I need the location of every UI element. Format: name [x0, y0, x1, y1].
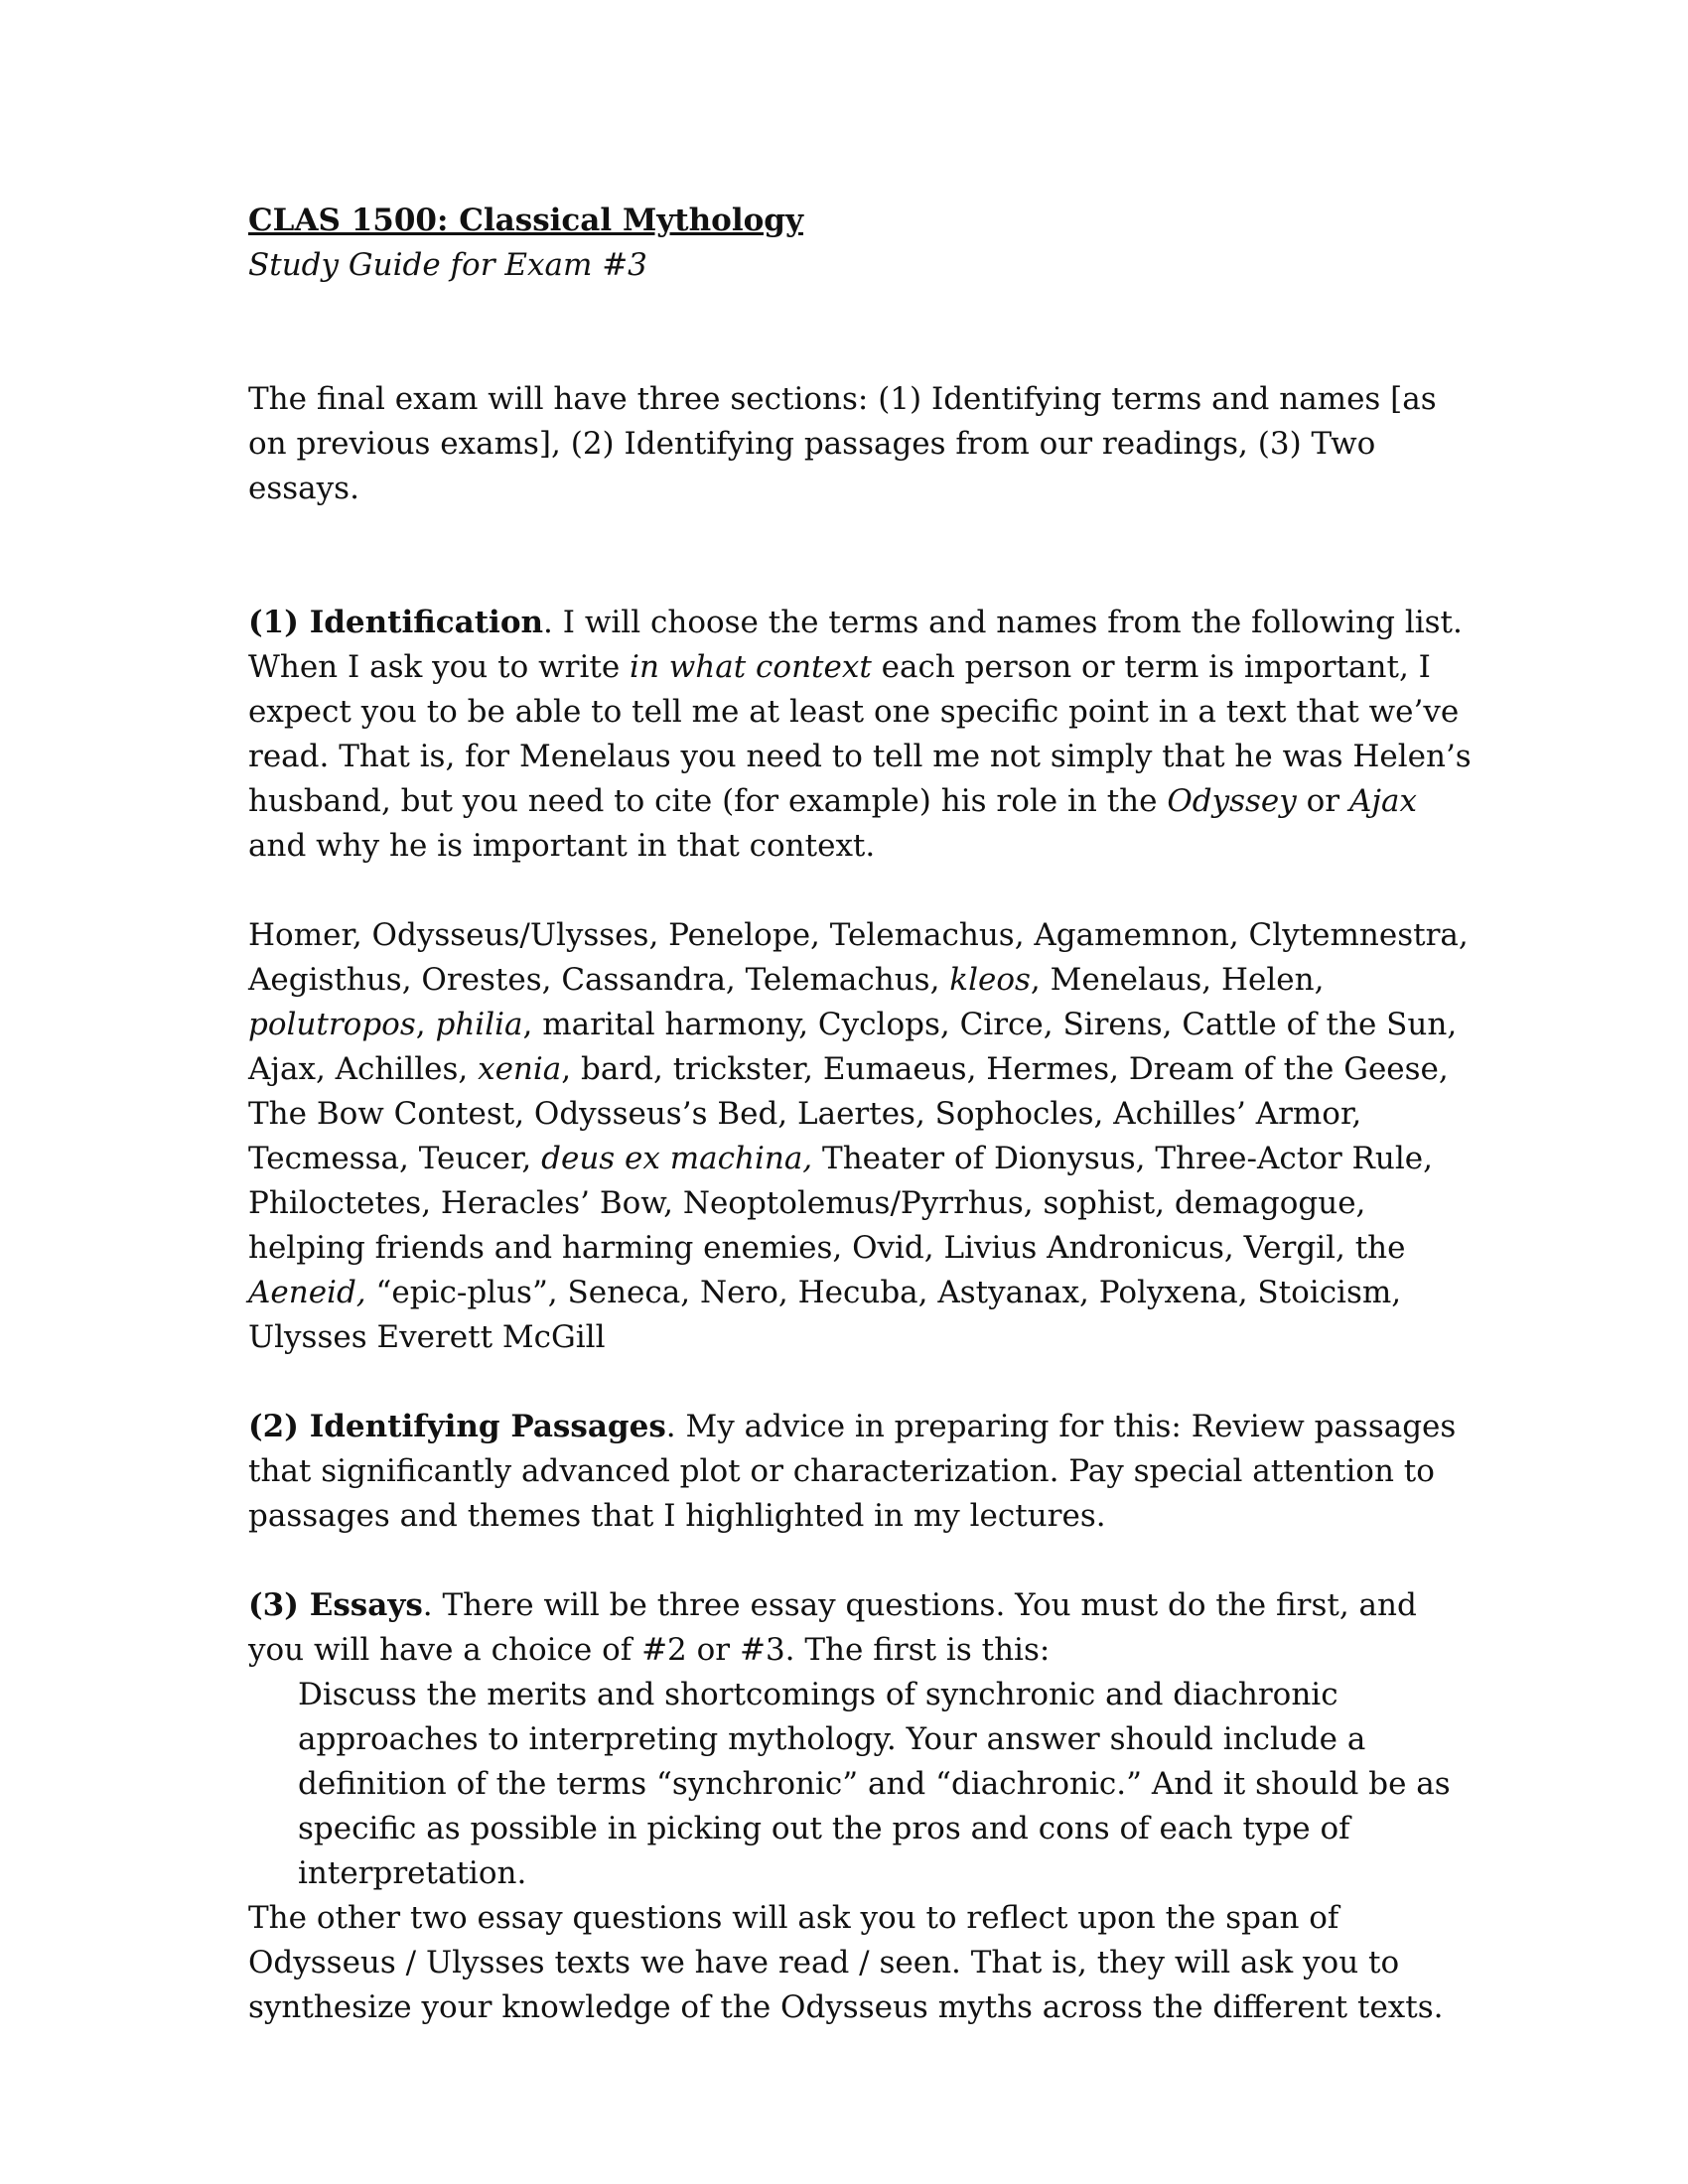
essay-question-1: Discuss the merits and shortcomings of synchronic and diachronic approaches to interpreting mythology. Your answer should include a definition of the terms “synchronic” and “diachronic.” And it should be as specific as possible in picking out the pros and cons of each type of interpretation. [298, 1677, 1451, 1891]
intro-paragraph: The final exam will have three sections: (1) Identifying terms and names [as on previous exams], (2) Identifying passages from our readings, (3) Two essays. [248, 381, 1437, 506]
section2-text: . My advice in preparing for this: Review passages that significantly advanced plot or characterization. Pay special attention to passages and themes that I highlighted in my lectures. [248, 1409, 1457, 1534]
section3-closing: The other two essay questions will ask you to reflect upon the span of Odysseus / Ulysses texts we have read / seen. That is, they will ask you to synthesize your knowledge of the Odysseus myths across the different texts. [248, 1900, 1444, 2025]
term-polutropos: polutropos [248, 1007, 416, 1042]
section2-paragraph [248, 1405, 1479, 1539]
section1-text-a: . I will choose the terms and names from the following list. When I ask you to write [248, 605, 1463, 685]
term-philia: philia [435, 1007, 523, 1042]
section3-text: . There will be three essay questions. You must do the first, and you will have a choice of #2 or #3. The first is this: [248, 1587, 1417, 1668]
section2-heading: (2) Identifying Passages [248, 1409, 666, 1444]
section1-emphasis-context: in what context [630, 649, 872, 685]
term-xenia: xenia [478, 1051, 562, 1087]
section1-emphasis-odyssey: Odyssey [1167, 783, 1297, 819]
course-title: CLAS 1500: Classical Mythology [248, 203, 803, 238]
section1-text-b: each person or term is important, I expect you to be able to tell me at least one specific point in a text that we’ve read. That is, for Menelaus you need to tell me not simply that he was Helen’s husband, but you need to cite (for example) his role in the [248, 649, 1472, 819]
section3-heading: (3) Essays [248, 1587, 423, 1623]
section1-emphasis-ajax: Ajax [1348, 783, 1417, 819]
terms-text-2: , Menelaus, Helen, [1030, 962, 1325, 998]
terms-text-1: Homer, Odysseus/Ulysses, Penelope, Telemachus, Agamemnon, Clytemnestra, Aegisthus, Orestes, Cassandra, Telemachus, [248, 917, 1469, 998]
term-kleos: kleos [949, 962, 1031, 998]
document-page [248, 199, 1479, 2030]
section1-text-c: or [1296, 783, 1349, 819]
section1-heading: (1) Identification [248, 605, 544, 640]
section3-paragraph [248, 1583, 1479, 1673]
terms-text-4: , marital harmony, Cyclops, Circe, Sirens, Cattle of the Sun, Ajax, Achilles, [248, 1007, 1458, 1087]
section1-text-d: and why he is important in that context. [248, 828, 876, 864]
terms-text-5: , bard, trickster, Eumaeus, Hermes, Dream of the Geese, The Bow Contest, Odysseus’s Bed, Laertes, Sophocles, Achilles’ Armor, Tecmessa, Teucer, [248, 1051, 1449, 1176]
terms-text-3: , [415, 1007, 436, 1042]
terms-text-6: Theater of Dionysus, Three-Actor Rule, Philoctetes, Heracles’ Bow, Neoptolemus/Pyrrhus, sophist, demagogue, helping friends and harming enemies, Ovid, Livius Andronicus, Vergil, the [248, 1141, 1433, 1266]
terms-text-7: “epic-plus”, Seneca, Nero, Hecuba, Astyanax, Polyxena, Stoicism, Ulysses Everett McGill [248, 1275, 1402, 1355]
section1-paragraph [248, 601, 1479, 869]
term-deus-ex-machina: deus ex machina, [541, 1141, 813, 1176]
terms-list [248, 913, 1479, 1360]
term-aeneid: Aeneid, [248, 1275, 366, 1310]
document-subtitle: Study Guide for Exam #3 [248, 247, 647, 283]
